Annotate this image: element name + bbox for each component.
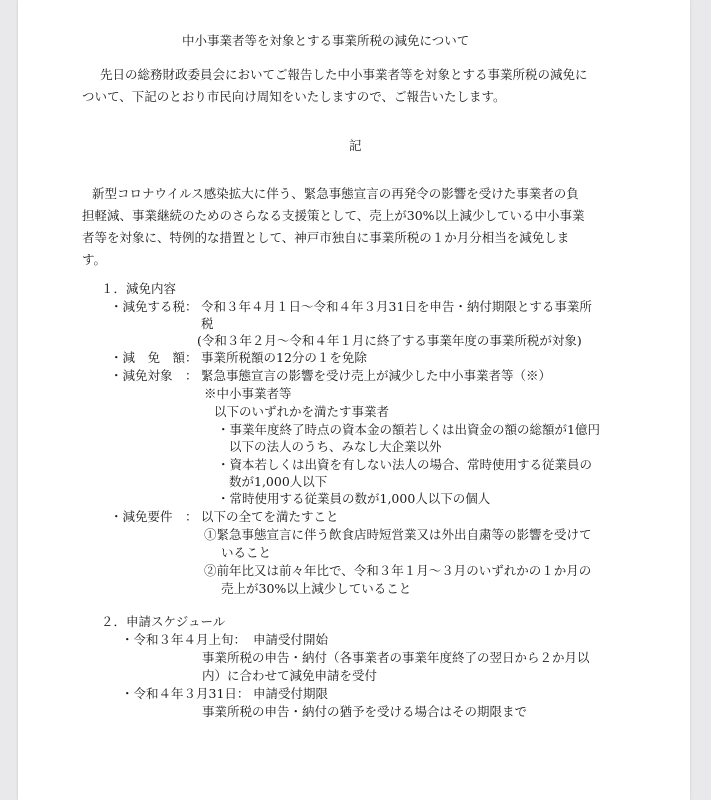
summary-line-4: す。 <box>82 252 107 267</box>
target-bullet-3: ・常時使用する従業員の数が1,000人以下の個人 <box>217 491 491 506</box>
intro-line-2: ついて、下記のとおり市民向け周知をいたしますので、ご報告いたします。 <box>82 89 506 104</box>
target-bullet-1-line-1: ・事業年度終了時点の資本金の額若しくは出資金の額の総額が1億円 <box>217 422 600 437</box>
document-page <box>18 0 690 800</box>
requirement-label: ・減免要件 ： <box>110 509 198 524</box>
tax-label: ・減免する税： <box>110 299 198 314</box>
schedule-2-title: 申請受付期限 <box>253 686 329 701</box>
requirement-item-1-line-2: いること <box>221 545 272 560</box>
target-label: ・減免対象 ： <box>110 368 198 383</box>
ki-heading: 記 <box>349 138 362 153</box>
tax-line-1: 令和３年４月１日〜令和４年３月31日を申告・納付期限とする事業所 <box>201 299 592 314</box>
schedule-1-label: ・令和３年４月上旬： <box>121 632 247 647</box>
tax-note: (令和３年２月〜令和４年１月に終了する事業年度の事業所税が対象) <box>197 333 582 348</box>
schedule-2-line-1: 事業所税の申告・納付の猶予を受ける場合はその期限まで <box>202 704 528 719</box>
tax-line-2: 税 <box>201 316 214 331</box>
section2-heading: ２．申請スケジュール <box>101 614 226 629</box>
schedule-2-label: ・令和４年３月31日： <box>121 686 250 701</box>
document-title: 中小事業者等を対象とする事業所税の減免について <box>182 33 470 48</box>
requirement-item-2-line-1: ②前年比又は前々年比で、令和３年１月〜３月のいずれかの１か月の <box>204 563 592 578</box>
amount-label: ・減 免 額： <box>110 350 198 365</box>
target-bullet-2-line-1: ・資本若しくは出資を有しない法人の場合、常時使用する従業員の <box>217 457 593 472</box>
schedule-1-title: 申請受付開始 <box>253 632 329 647</box>
requirement-item-1-line-1: ①緊急事態宣言に伴う飲食店時短営業又は外出自粛等の影響を受けて <box>204 527 592 542</box>
intro-line-1: 先日の総務財政委員会においてご報告した中小事業者等を対象とする事業所税の減免に <box>100 67 588 82</box>
summary-line-1: 新型コロナウイルス感染拡大に伴う、緊急事態宣言の再発令の影響を受けた事業者の負 <box>92 186 579 201</box>
schedule-1-line-2: 内）に合わせて減免申請を受付 <box>202 668 378 683</box>
summary-line-3: 者等を対象に、特例的な措置として、神戸市独自に事業所税の１か月分相当を減免しま <box>82 230 570 245</box>
summary-line-2: 担軽減、事業継続のためのさらなる支援策として、売上が30%以上減少している中小事業 <box>82 208 585 223</box>
amount-text: 事業所税額の12分の１を免除 <box>201 350 367 365</box>
target-note-head: ※中小事業者等 <box>204 386 292 401</box>
section1-heading: １．減免内容 <box>101 281 177 296</box>
requirement-text: 以下の全てを満たすこと <box>201 509 339 524</box>
requirement-item-2-line-2: 売上が30%以上減少していること <box>221 581 412 596</box>
target-text: 緊急事態宣言の影響を受け売上が減少した中小事業者等（※） <box>201 368 552 383</box>
target-bullet-2-line-2: 数が1,000人以下 <box>229 474 328 489</box>
target-bullet-1-line-2: 以下の法人のうち、みなし大企業以外 <box>229 439 442 454</box>
target-note-sub: 以下のいずれかを満たす事業者 <box>214 404 390 419</box>
schedule-1-line-1: 事業所税の申告・納付（各事業者の事業年度終了の翌日から２か月以 <box>202 650 590 665</box>
